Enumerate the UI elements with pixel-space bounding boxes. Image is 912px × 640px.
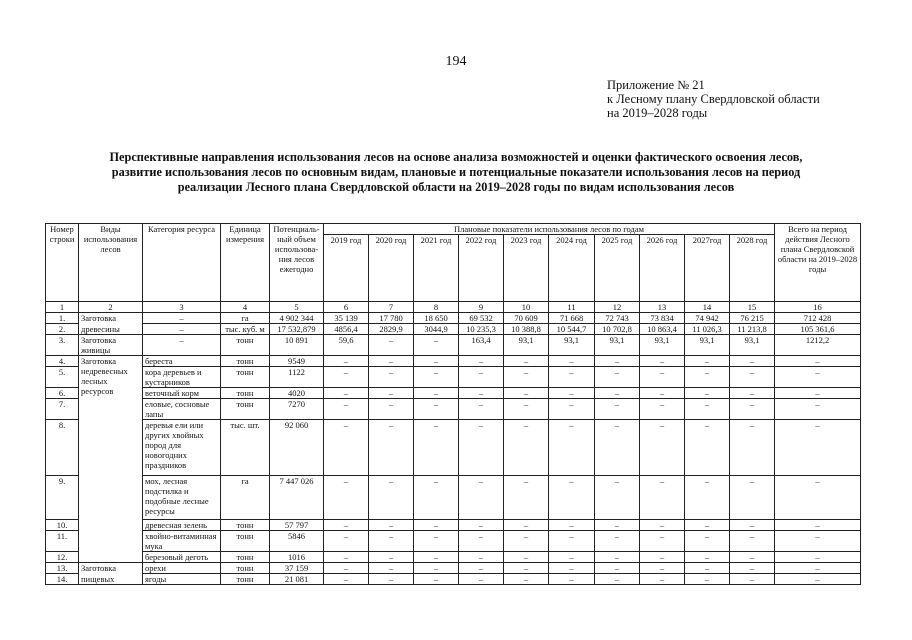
year-value: – (369, 420, 414, 476)
table-row (46, 356, 861, 367)
column-number: 4 (221, 302, 270, 313)
potential-volume: 17 532,879 (270, 324, 324, 335)
resource-category: древесная зелень (143, 520, 221, 531)
year-value: – (640, 420, 685, 476)
year-value: 10 702,8 (595, 324, 640, 335)
year-value: – (369, 531, 414, 552)
title-line-1: Перспективные направления использования лесов на основе анализа возможностей и оценки фактического освоения лесов, (109, 150, 803, 164)
potential-volume: 1122 (270, 367, 324, 388)
year-value: – (504, 574, 549, 585)
resource-category: веточный корм (143, 388, 221, 399)
potential-volume: 10 891 (270, 335, 324, 356)
row-number: 3. (46, 335, 79, 356)
year-value: – (369, 520, 414, 531)
table-row (46, 531, 861, 552)
year-value: – (369, 399, 414, 420)
year-value: – (504, 563, 549, 574)
year-value: – (414, 356, 459, 367)
potential-volume: 57 797 (270, 520, 324, 531)
unit: тыс. шт. (221, 420, 270, 476)
year-value: – (459, 367, 504, 388)
header-year: 2028 год (730, 235, 775, 302)
year-value: – (595, 367, 640, 388)
resource-category: – (143, 313, 221, 324)
unit: тонн (221, 399, 270, 420)
period-total: 1212,2 (775, 335, 861, 356)
resource-category: – (143, 335, 221, 356)
use-kind: Заготовка (79, 313, 143, 324)
year-value: – (504, 531, 549, 552)
row-number: 10. (46, 520, 79, 531)
year-value: – (369, 574, 414, 585)
use-kind: Заготовка (79, 563, 143, 574)
row-number: 11. (46, 531, 79, 552)
resource-category: ягоды (143, 574, 221, 585)
period-total: – (775, 476, 861, 520)
year-value: – (549, 552, 595, 563)
column-number: 6 (324, 302, 369, 313)
year-value: – (730, 356, 775, 367)
resource-category: кора деревьев и кустарников (143, 367, 221, 388)
year-value: – (730, 552, 775, 563)
year-value: – (414, 476, 459, 520)
header-year: 2023 год (504, 235, 549, 302)
year-value: – (504, 520, 549, 531)
unit: га (221, 313, 270, 324)
table-row (46, 563, 861, 574)
year-value: – (640, 574, 685, 585)
year-value: – (414, 367, 459, 388)
year-value: 93,1 (640, 335, 685, 356)
period-total: 712 428 (775, 313, 861, 324)
year-value: – (324, 399, 369, 420)
header-category: Категория ресурса (143, 224, 221, 302)
year-value: – (685, 367, 730, 388)
year-value: 59,6 (324, 335, 369, 356)
period-total: – (775, 520, 861, 531)
header-potential: Потенциаль-ный объем использова-ния лесов ежегодно (270, 224, 324, 302)
header-total: Всего на период действия Лесного плана Свердловской области на 2019–2028 годы (775, 224, 861, 302)
potential-volume: 21 081 (270, 574, 324, 585)
year-value: 3044,9 (414, 324, 459, 335)
table-row (46, 367, 861, 388)
unit: тонн (221, 367, 270, 388)
unit: тонн (221, 388, 270, 399)
year-value: 10 235,3 (459, 324, 504, 335)
year-value: – (459, 420, 504, 476)
year-value: – (640, 520, 685, 531)
year-value: 10 544,7 (549, 324, 595, 335)
table-row (46, 520, 861, 531)
potential-volume: 92 060 (270, 420, 324, 476)
period-total: – (775, 531, 861, 552)
column-number: 2 (79, 302, 143, 313)
appendix-line-2: к Лесному плану Свердловской области (607, 92, 820, 106)
year-value: 93,1 (595, 335, 640, 356)
column-number: 11 (549, 302, 595, 313)
year-value: – (369, 563, 414, 574)
year-value: – (459, 520, 504, 531)
unit: тонн (221, 356, 270, 367)
column-number: 10 (504, 302, 549, 313)
header-year: 2026 год (640, 235, 685, 302)
year-value: – (595, 520, 640, 531)
use-kind: пищевых (79, 574, 143, 585)
column-number: 9 (459, 302, 504, 313)
year-value: – (549, 399, 595, 420)
year-value: 69 532 (459, 313, 504, 324)
year-value: – (414, 420, 459, 476)
column-number: 16 (775, 302, 861, 313)
row-number: 13. (46, 563, 79, 574)
table-row (46, 476, 861, 520)
year-value: 35 139 (324, 313, 369, 324)
unit: тыс. куб. м (221, 324, 270, 335)
year-value: – (414, 388, 459, 399)
year-value: – (414, 531, 459, 552)
year-value: – (504, 476, 549, 520)
year-value: – (549, 367, 595, 388)
header-year: 2027год (685, 235, 730, 302)
year-value: – (504, 388, 549, 399)
year-value: – (324, 367, 369, 388)
year-value: – (459, 531, 504, 552)
year-value: – (549, 388, 595, 399)
year-value: – (459, 356, 504, 367)
unit: тонн (221, 574, 270, 585)
column-number-row (46, 302, 861, 313)
resource-category: береста (143, 356, 221, 367)
year-value: – (730, 399, 775, 420)
year-value: – (730, 563, 775, 574)
year-value: – (595, 476, 640, 520)
year-value: 2829,9 (369, 324, 414, 335)
year-value: – (595, 399, 640, 420)
page-number: 194 (445, 54, 467, 69)
year-value: – (685, 356, 730, 367)
period-total: – (775, 388, 861, 399)
resource-category: мох, лесная подстилка и подобные лесные ресурсы (143, 476, 221, 520)
year-value: 11 026,3 (685, 324, 730, 335)
unit: тонн (221, 552, 270, 563)
table-row (46, 313, 861, 324)
year-value: – (324, 563, 369, 574)
year-value: – (595, 420, 640, 476)
year-value: – (369, 367, 414, 388)
column-number: 5 (270, 302, 324, 313)
year-value: – (640, 367, 685, 388)
resource-category: еловые, сосновые лапы (143, 399, 221, 420)
potential-volume: 4020 (270, 388, 324, 399)
year-value: – (685, 552, 730, 563)
resource-category: – (143, 324, 221, 335)
resource-category: березовый деготь (143, 552, 221, 563)
year-value: 73 834 (640, 313, 685, 324)
year-value: – (459, 574, 504, 585)
year-value: 93,1 (685, 335, 730, 356)
year-value: – (414, 335, 459, 356)
year-value: – (504, 367, 549, 388)
year-value: 163,4 (459, 335, 504, 356)
year-value: – (459, 563, 504, 574)
header-year: 2022 год (459, 235, 504, 302)
year-value: – (504, 420, 549, 476)
table-row (46, 399, 861, 420)
year-value: – (414, 399, 459, 420)
potential-volume: 9549 (270, 356, 324, 367)
period-total: – (775, 367, 861, 388)
year-value: 17 780 (369, 313, 414, 324)
year-value: – (685, 399, 730, 420)
year-value: – (730, 520, 775, 531)
header-year: 2025 год (595, 235, 640, 302)
year-value: 10 863,4 (640, 324, 685, 335)
year-value: – (730, 420, 775, 476)
year-value: 93,1 (730, 335, 775, 356)
appendix-line-3: на 2019–2028 годы (607, 106, 708, 120)
year-value: – (504, 399, 549, 420)
year-value: 71 668 (549, 313, 595, 324)
row-number: 1. (46, 313, 79, 324)
year-value: – (414, 574, 459, 585)
year-value: – (414, 520, 459, 531)
potential-volume: 7 447 026 (270, 476, 324, 520)
column-number: 15 (730, 302, 775, 313)
title-line-3: реализации Лесного плана Свердловской области на 2019–2028 годы по видам использования лесов (177, 180, 735, 194)
column-number: 3 (143, 302, 221, 313)
year-value: 93,1 (549, 335, 595, 356)
table-row (46, 335, 861, 356)
document-title (60, 150, 852, 195)
year-value: – (324, 531, 369, 552)
potential-volume: 1016 (270, 552, 324, 563)
year-value: – (459, 388, 504, 399)
year-value: – (324, 388, 369, 399)
year-value: – (685, 563, 730, 574)
year-value: – (324, 420, 369, 476)
year-value: 72 743 (595, 313, 640, 324)
potential-volume: 7270 (270, 399, 324, 420)
potential-volume: 4 902 344 (270, 313, 324, 324)
resource-category: хвойно-витаминная мука (143, 531, 221, 552)
year-value: – (595, 563, 640, 574)
year-value: – (685, 420, 730, 476)
row-number: 5. (46, 367, 79, 388)
row-number: 8. (46, 420, 79, 476)
year-value: 93,1 (504, 335, 549, 356)
year-value: – (640, 531, 685, 552)
year-value: – (324, 552, 369, 563)
header-year: 2020 год (369, 235, 414, 302)
year-value: – (324, 356, 369, 367)
use-kind: Заготовка недревесных лесных ресурсов (79, 356, 143, 563)
year-value: 4856,4 (324, 324, 369, 335)
year-value: – (459, 476, 504, 520)
table-row (46, 420, 861, 476)
appendix-note (607, 78, 820, 120)
year-value: – (640, 552, 685, 563)
year-value: – (640, 388, 685, 399)
period-total: – (775, 356, 861, 367)
year-value: – (414, 563, 459, 574)
year-value: 70 609 (504, 313, 549, 324)
year-value: – (595, 388, 640, 399)
year-value: – (640, 399, 685, 420)
year-value: – (414, 552, 459, 563)
column-number: 14 (685, 302, 730, 313)
period-total: – (775, 420, 861, 476)
row-number: 9. (46, 476, 79, 520)
year-value: 11 213,8 (730, 324, 775, 335)
year-value: – (504, 356, 549, 367)
period-total: 105 361,6 (775, 324, 861, 335)
period-total: – (775, 552, 861, 563)
year-value: – (369, 476, 414, 520)
table-row (46, 574, 861, 585)
resource-category: деревья ели или других хвойных пород для новогодних праздников (143, 420, 221, 476)
period-total: – (775, 563, 861, 574)
year-value: – (369, 356, 414, 367)
column-number: 12 (595, 302, 640, 313)
year-value: 74 942 (685, 313, 730, 324)
row-number: 6. (46, 388, 79, 399)
year-value: – (640, 356, 685, 367)
column-number: 8 (414, 302, 459, 313)
title-line-2: развитие использования лесов по основным видам, плановые и потенциальные показатели использования лесов на период (111, 165, 801, 179)
year-value: – (549, 563, 595, 574)
header-year: 2024 год (549, 235, 595, 302)
column-number: 7 (369, 302, 414, 313)
forest-use-table (45, 223, 861, 585)
year-value: – (549, 476, 595, 520)
year-value: – (504, 552, 549, 563)
year-value: – (549, 574, 595, 585)
year-value: 18 650 (414, 313, 459, 324)
year-value: – (685, 388, 730, 399)
appendix-line-1: Приложение № 21 (607, 78, 705, 92)
header-unit: Единица измерения (221, 224, 270, 302)
year-value: – (324, 574, 369, 585)
year-value: – (369, 388, 414, 399)
header-row-no: Номер строки (46, 224, 79, 302)
year-value: – (549, 356, 595, 367)
year-value: – (685, 531, 730, 552)
unit: тонн (221, 335, 270, 356)
year-value: – (640, 563, 685, 574)
period-total: – (775, 399, 861, 420)
year-value: – (595, 552, 640, 563)
potential-volume: 5846 (270, 531, 324, 552)
year-value: – (324, 520, 369, 531)
year-value: 76 215 (730, 313, 775, 324)
row-number: 7. (46, 399, 79, 420)
year-value: – (595, 531, 640, 552)
year-value: – (730, 531, 775, 552)
header-planned: Плановые показатели использования лесов по годам (324, 224, 775, 235)
unit: тонн (221, 563, 270, 574)
year-value: – (730, 388, 775, 399)
row-number: 2. (46, 324, 79, 335)
year-value: – (730, 574, 775, 585)
row-number: 4. (46, 356, 79, 367)
potential-volume: 37 159 (270, 563, 324, 574)
table-row (46, 552, 861, 563)
header-row (46, 224, 861, 235)
year-value: – (685, 520, 730, 531)
year-value: – (324, 476, 369, 520)
year-value: – (459, 399, 504, 420)
header-year: 2019 год (324, 235, 369, 302)
resource-category: орехи (143, 563, 221, 574)
year-value: – (549, 520, 595, 531)
year-value: – (685, 574, 730, 585)
year-value: – (369, 552, 414, 563)
use-kind: Заготовка живицы (79, 335, 143, 356)
year-value: – (549, 531, 595, 552)
unit: тонн (221, 531, 270, 552)
column-number: 13 (640, 302, 685, 313)
year-value: – (730, 367, 775, 388)
use-kind: древесины (79, 324, 143, 335)
year-value: – (549, 420, 595, 476)
year-value: – (640, 476, 685, 520)
period-total: – (775, 574, 861, 585)
table-row (46, 324, 861, 335)
header-year: 2021 год (414, 235, 459, 302)
year-value: – (595, 356, 640, 367)
year-value: – (595, 574, 640, 585)
unit: тонн (221, 520, 270, 531)
year-value: 10 388,8 (504, 324, 549, 335)
column-number: 1 (46, 302, 79, 313)
year-value: – (730, 476, 775, 520)
header-kind: Виды использования лесов (79, 224, 143, 302)
year-value: – (369, 335, 414, 356)
row-number: 14. (46, 574, 79, 585)
table-row (46, 388, 861, 399)
year-value: – (459, 552, 504, 563)
unit: га (221, 476, 270, 520)
row-number: 12. (46, 552, 79, 563)
year-value: – (685, 476, 730, 520)
